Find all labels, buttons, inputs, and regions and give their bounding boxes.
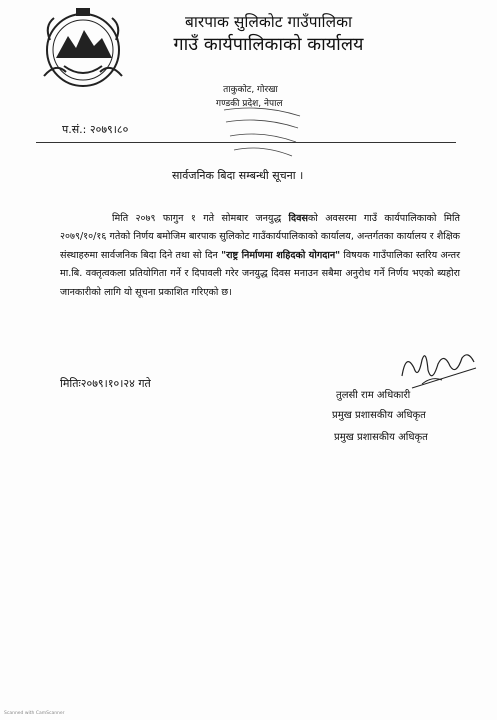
signatory-title: प्रमुख प्रशासकीय अधिकृत bbox=[332, 410, 426, 421]
body-text-2: को अवसरमा गाउँ कार्यपालिकाको मिति २०७९/१०/१६ गतेको निर्णय बमोजिम बारपाक सुलिकोट गाउँकार्यपालिकाको कार्यालय, अन्तर्गतका कार्यालय र शैक्षिक संस्थाहरुमा सार्वजनिक बिदा दिने तथा सो दिन bbox=[60, 213, 460, 261]
office-seal-stamp bbox=[222, 106, 302, 166]
notice-subject: सार्वजनिक बिदा सम्बन्धी सूचना । bbox=[172, 169, 304, 182]
body-bold-day: दिवस bbox=[288, 213, 308, 224]
notice-body bbox=[60, 210, 460, 302]
office-name: गाउँ कार्यपालिकाको कार्यालय bbox=[173, 34, 364, 55]
scan-watermark: Scanned with CamScanner bbox=[4, 711, 65, 716]
body-bold-theme: "राष्ट्र निर्माणमा शहिदको योगदान" bbox=[221, 249, 341, 261]
reference-number: प.सं.: २०७९।८० bbox=[62, 123, 129, 136]
signatory-name: तुलसी राम अधिकारी bbox=[336, 390, 411, 401]
municipality-name: बारपाक सुलिकोट गाउँपालिका bbox=[184, 13, 352, 31]
body-text-1: मिति २०७९ फागुन १ गते सोमबार जनयुद्ध bbox=[112, 213, 289, 224]
body-text-3: विषयक गाउँपालिका स्तरिय अन्तर मा.बि. वक्तृत्वकला प्रतियोगिता गर्ने र दिपावली गरेर जनयुद्ध दिवस मनाउन सबैमा अनुरोध गर्ने निर्णय भएको ब्यहोरा जानकारीको लागि यो सूचना प्रकाशित गरिएको छ। bbox=[60, 249, 461, 298]
notice-date: मितिः२०७९।१०।२४ गते bbox=[60, 377, 151, 390]
office-address: ताकुकोट, गोरखा bbox=[223, 85, 278, 95]
office-province: गण्डकी प्रदेश, नेपाल bbox=[216, 99, 283, 109]
signatory-stamp-title: प्रमुख प्रशासकीय अधिकृत bbox=[334, 432, 428, 443]
